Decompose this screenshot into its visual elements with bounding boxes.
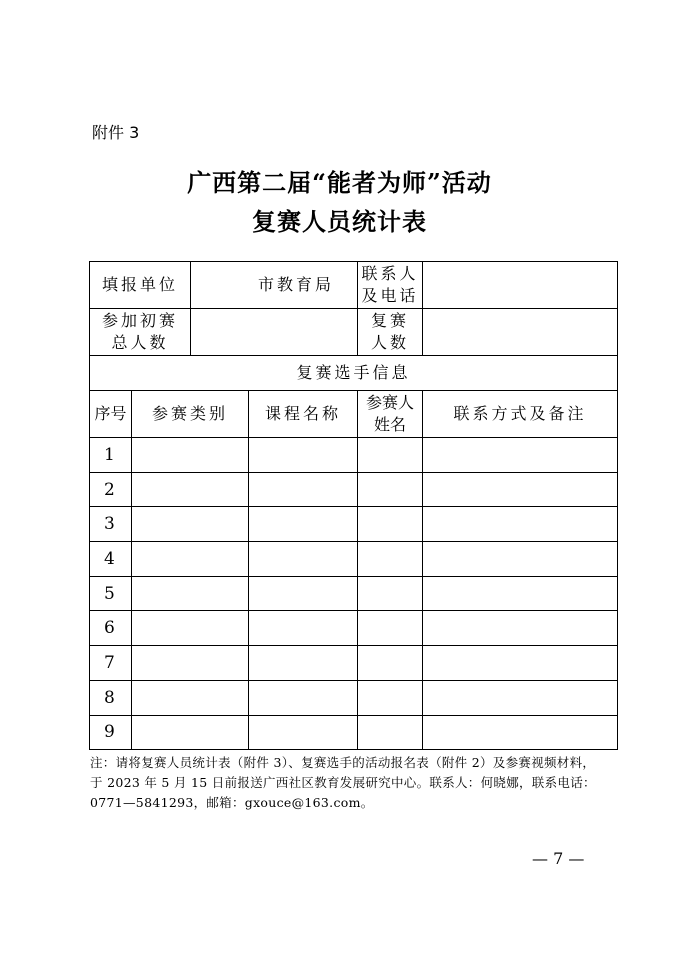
table-data-rows [90,438,618,750]
row-category-cell [132,438,249,473]
table-row [90,472,618,507]
row-number: 5 [90,576,132,611]
row-contact-cell [423,472,618,507]
total-label [90,309,191,356]
row-name-cell [358,507,423,542]
row-category-cell [132,680,249,715]
row-name-cell [358,680,423,715]
row-name-cell [358,472,423,507]
total-label-line1: 参加初赛 [102,311,179,330]
row-name-cell [358,646,423,681]
final-count-label [358,309,423,356]
row-contact-cell [423,576,618,611]
row-number: 1 [90,438,132,473]
attachment-label: 附件 3 [92,123,140,142]
row-course-cell [249,542,358,577]
row-name-cell [358,542,423,577]
table-row [90,507,618,542]
row-contact-cell [423,646,618,681]
row-number: 3 [90,507,132,542]
column-header-name-line1: 参赛人 [366,393,415,412]
row-course-cell [249,646,358,681]
statistics-table [89,261,618,750]
final-label-line2: 人数 [371,333,410,352]
row-number: 8 [90,680,132,715]
row-course-cell [249,680,358,715]
table-row [90,715,618,750]
row-number: 9 [90,715,132,750]
row-name-cell [358,611,423,646]
row-contact-cell [423,438,618,473]
row-number: 4 [90,542,132,577]
table-row [90,611,618,646]
row-course-cell [249,438,358,473]
table-row [90,680,618,715]
row-category-cell [132,472,249,507]
row-name-cell [358,576,423,611]
table-row-unit [90,262,618,309]
row-course-cell [249,611,358,646]
row-contact-cell [423,611,618,646]
final-count-value-cell [423,309,618,356]
table-row [90,542,618,577]
contact-value-cell [423,262,618,309]
document-title: 广西第二届“能者为师”活动 [187,168,492,197]
row-course-cell [249,507,358,542]
row-category-cell [132,507,249,542]
page-number: — 7 — [532,849,585,868]
table-row [90,646,618,681]
row-category-cell [132,576,249,611]
row-contact-cell [423,680,618,715]
column-header-name-line2: 姓名 [374,415,407,434]
row-number: 7 [90,646,132,681]
row-contact-cell [423,507,618,542]
row-number: 2 [90,472,132,507]
total-label-line2: 总人数 [111,333,169,352]
document-subtitle: 复赛人员统计表 [252,207,427,236]
contact-label-line2: 及电话 [361,286,419,305]
row-name-cell [358,715,423,750]
row-contact-cell [423,542,618,577]
column-header-course: 课程名称 [249,391,358,438]
contact-label-line1: 联系人 [361,264,419,283]
column-header-name [358,391,423,438]
table-row [90,438,618,473]
row-course-cell [249,715,358,750]
row-course-cell [249,576,358,611]
footnote: 注：请将复赛人员统计表（附件 3）、复赛选手的活动报名表（附件 2）及参赛视频材料，于 2023 年 5 月 15 日前报送广西社区教育发展研究中心。联系人：何晓娜，联系电话：0771—5841293，邮箱：gxouce@163.com。 [90,755,596,810]
section-title: 复赛选手信息 [90,356,618,391]
row-category-cell [132,611,249,646]
column-header-category: 参赛类别 [132,391,249,438]
table-row-totals [90,309,618,356]
table-row-column-headers [90,391,618,438]
row-number: 6 [90,611,132,646]
total-value-cell [191,309,358,356]
column-header-contact: 联系方式及备注 [423,391,618,438]
table-row-section [90,356,618,391]
row-category-cell [132,542,249,577]
row-category-cell [132,646,249,681]
unit-value: 市教育局 [191,262,358,309]
column-header-seq: 序号 [90,391,132,438]
unit-label: 填报单位 [90,262,191,309]
row-course-cell [249,472,358,507]
final-label-line1: 复赛 [371,311,410,330]
row-name-cell [358,438,423,473]
table-row [90,576,618,611]
row-category-cell [132,715,249,750]
row-contact-cell [423,715,618,750]
contact-label [358,262,423,309]
